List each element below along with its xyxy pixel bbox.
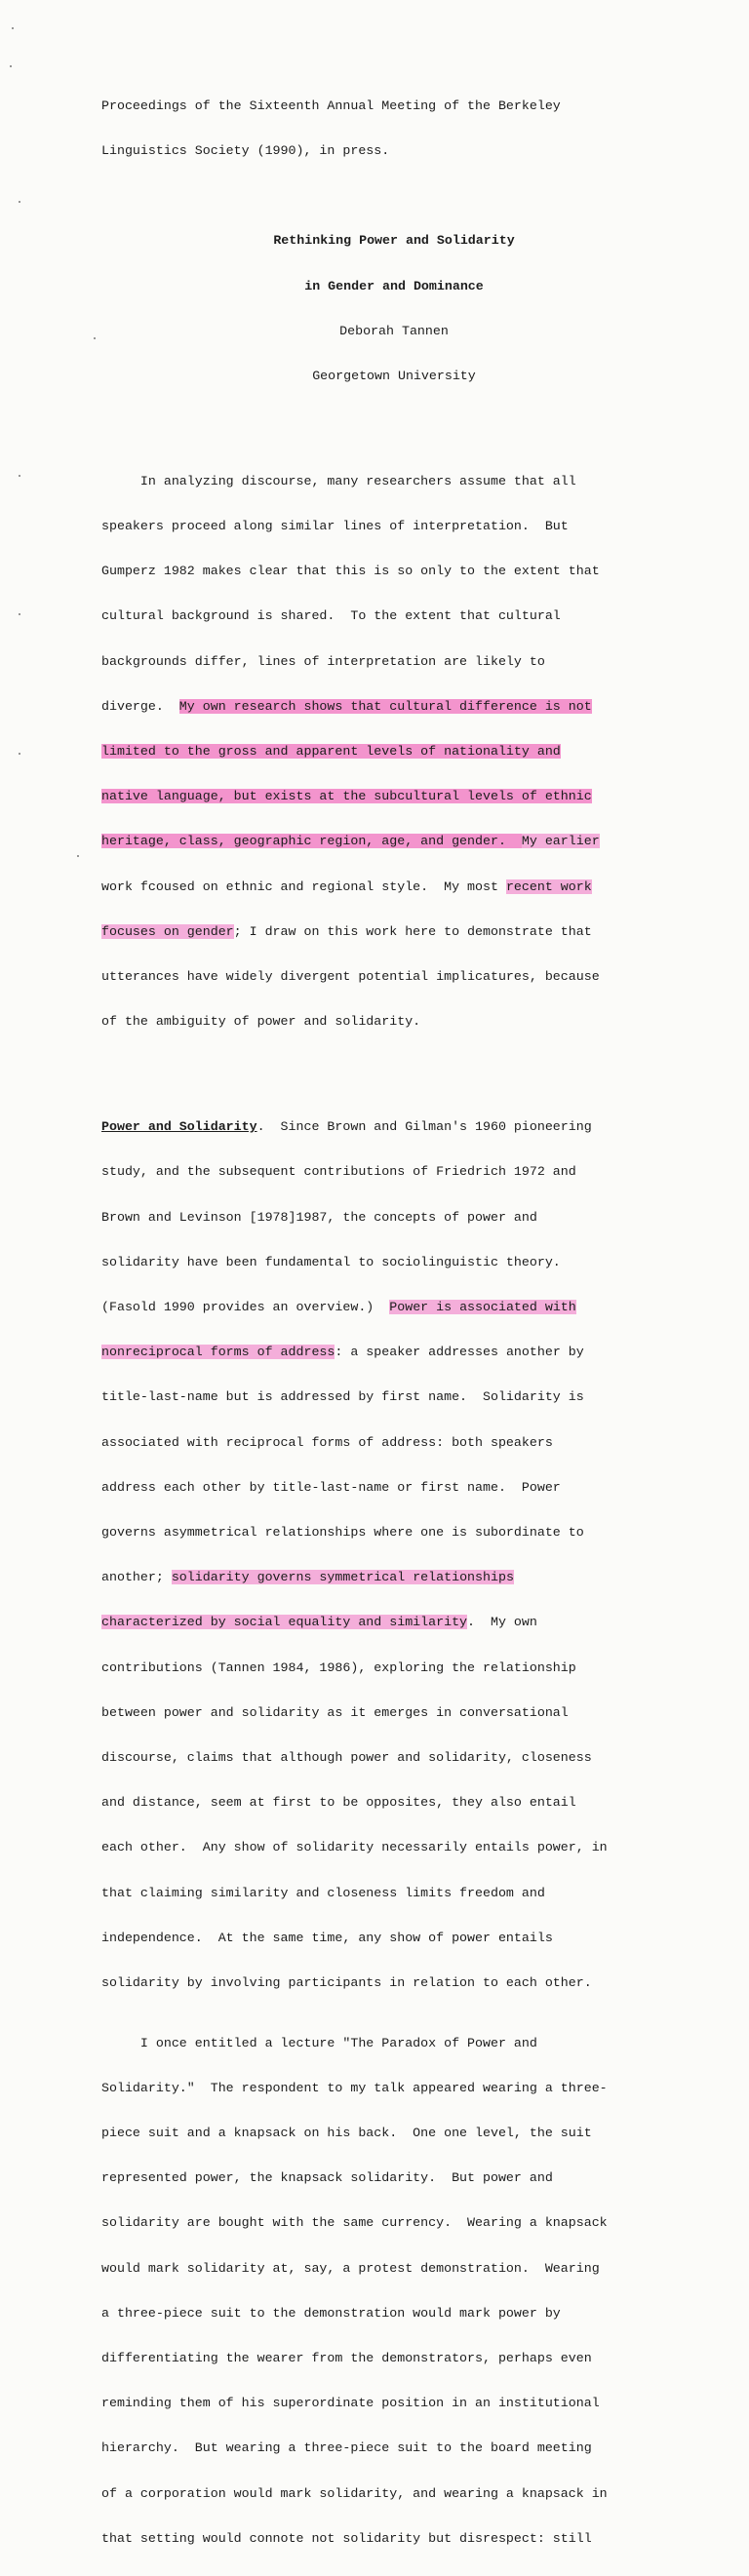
scan-speck: [10, 65, 12, 67]
scan-speck: [94, 337, 96, 339]
paragraph-line: and distance, seem at first to be opposites, they also entail: [101, 1795, 576, 1811]
text-run: ; I draw on this work here to demonstrate that: [233, 923, 592, 939]
paragraph-line: [101, 1570, 687, 1584]
scan-speck: [77, 855, 79, 857]
highlight-span: heritage, class, geographic region, age, and gender.: [101, 834, 522, 849]
paragraph-line: utterances have widely divergent potential implicatures, because: [101, 969, 600, 985]
highlight-span: focuses on gender: [101, 923, 234, 939]
text-run: . Since Brown and Gilman's 1960 pioneering: [256, 1119, 592, 1135]
document-body: [101, 68, 687, 2576]
scan-speck: [19, 475, 20, 477]
paragraph-line: associated with reciprocal forms of address: both speakers: [101, 1434, 553, 1450]
text-run: work fcoused on ethnic and regional style. My most: [101, 878, 506, 894]
paragraph-line: a three-piece suit to the demonstration would mark power by: [101, 2305, 561, 2321]
text-run: : a speaker addresses another by: [335, 1345, 584, 1360]
paragraph-line: reminding them of his superordinate position in an institutional: [101, 2396, 600, 2411]
paragraph-line: of the ambiguity of power and solidarity.: [101, 1014, 421, 1030]
highlight-span: native language, but exists at the subcultural levels of ethnic: [101, 789, 592, 804]
paper-title: Rethinking Power and Solidarity: [273, 233, 515, 249]
paragraph-line: solidarity by involving participants in relation to each other.: [101, 1974, 592, 1990]
proceedings-line: Linguistics Society (1990), in press.: [101, 143, 390, 159]
paragraph-line: governs asymmetrical relationships where one is subordinate to: [101, 1524, 584, 1540]
paragraph-line: that setting would connote not solidarity but disrespect: still: [101, 2530, 592, 2546]
scan-speck: [19, 613, 20, 615]
paragraph-line: cultural background is shared. To the extent that cultural: [101, 608, 561, 624]
text-run: . My own: [467, 1615, 537, 1630]
paragraph-line: [101, 834, 687, 848]
paragraph-line: backgrounds differ, lines of interpretation are likely to: [101, 653, 545, 669]
paragraph-line: represented power, the knapsack solidarity. But power and: [101, 2170, 553, 2186]
paper-title: in Gender and Dominance: [304, 278, 484, 293]
highlight-span: recent work: [505, 878, 592, 894]
highlight-span: My earlier: [521, 834, 600, 849]
paragraph-line: address each other by title-last-name or first name. Power: [101, 1479, 561, 1495]
scan-speck: [19, 201, 20, 203]
paragraph-line: discourse, claims that although power and solidarity, closeness: [101, 1749, 592, 1765]
paragraph-line: Brown and Levinson [1978]1987, the concepts of power and: [101, 1209, 537, 1225]
paragraph-line: [101, 924, 687, 939]
paragraph-line: independence. At the same time, any show of power entails: [101, 1930, 553, 1945]
scan-speck: [12, 27, 14, 29]
paragraph-line: Solidarity." The respondent to my talk appeared wearing a three-: [101, 2080, 608, 2095]
paragraph-line: between power and solidarity as it emerges in conversational: [101, 1704, 569, 1720]
paragraph-line: [101, 879, 687, 894]
paragraph-line: [101, 1300, 687, 1314]
paragraph-line: differentiating the wearer from the demonstrators, perhaps even: [101, 2350, 592, 2365]
author-affiliation: Georgetown University: [312, 369, 476, 384]
author-name: Deborah Tannen: [339, 323, 449, 338]
highlight-span: characterized by social equality and similarity: [101, 1615, 468, 1630]
paragraph-line: [101, 744, 687, 759]
paragraph-line: [101, 699, 687, 714]
paragraph-line: [101, 1345, 687, 1359]
text-run: diverge.: [101, 698, 179, 714]
paragraph-line: speakers proceed along similar lines of interpretation. But: [101, 519, 569, 534]
paragraph-line: Gumperz 1982 makes clear that this is so only to the extent that: [101, 564, 600, 579]
paragraph-line: piece suit and a knapsack on his back. One one level, the suit: [101, 2125, 592, 2140]
paragraph-line: solidarity have been fundamental to sociolinguistic theory.: [101, 1254, 561, 1269]
paragraph-line: would mark solidarity at, say, a protest demonstration. Wearing: [101, 2260, 600, 2276]
paragraph-line: study, and the subsequent contributions of Friedrich 1972 and: [101, 1164, 576, 1180]
highlight-span: solidarity governs symmetrical relationships: [171, 1570, 514, 1585]
text-run: (Fasold 1990 provides an overview.): [101, 1299, 390, 1314]
paragraph-line: each other. Any show of solidarity necessarily entails power, in: [101, 1840, 608, 1855]
section-heading: Power and Solidarity: [101, 1119, 257, 1135]
paragraph-line: [101, 1615, 687, 1629]
highlight-span: nonreciprocal forms of address: [101, 1345, 335, 1360]
paragraph-line: of a corporation would mark solidarity, and wearing a knapsack in: [101, 2485, 608, 2501]
paragraph-line: I once entitled a lecture "The Paradox of Power and: [101, 2035, 537, 2050]
paragraph-line: contributions (Tannen 1984, 1986), exploring the relationship: [101, 1659, 576, 1675]
highlight-span: My own research shows that cultural difference is not: [178, 698, 592, 714]
paragraph-line: [101, 1119, 687, 1134]
text-run: another;: [101, 1570, 172, 1585]
highlight-span: limited to the gross and apparent levels of nationality and: [101, 744, 561, 760]
proceedings-line: Proceedings of the Sixteenth Annual Meeting of the Berkeley: [101, 98, 561, 113]
paragraph-line: solidarity are bought with the same currency. Wearing a knapsack: [101, 2215, 608, 2231]
scan-speck: [19, 753, 20, 755]
paragraph-line: title-last-name but is addressed by first name. Solidarity is: [101, 1389, 584, 1405]
paragraph-line: that claiming similarity and closeness limits freedom and: [101, 1885, 545, 1900]
paragraph-line: [101, 789, 687, 803]
paragraph-line: In analyzing discourse, many researchers assume that all: [101, 473, 576, 488]
highlight-span: Power is associated with: [389, 1299, 576, 1314]
paragraph-line: hierarchy. But wearing a three-piece suit to the board meeting: [101, 2440, 592, 2456]
